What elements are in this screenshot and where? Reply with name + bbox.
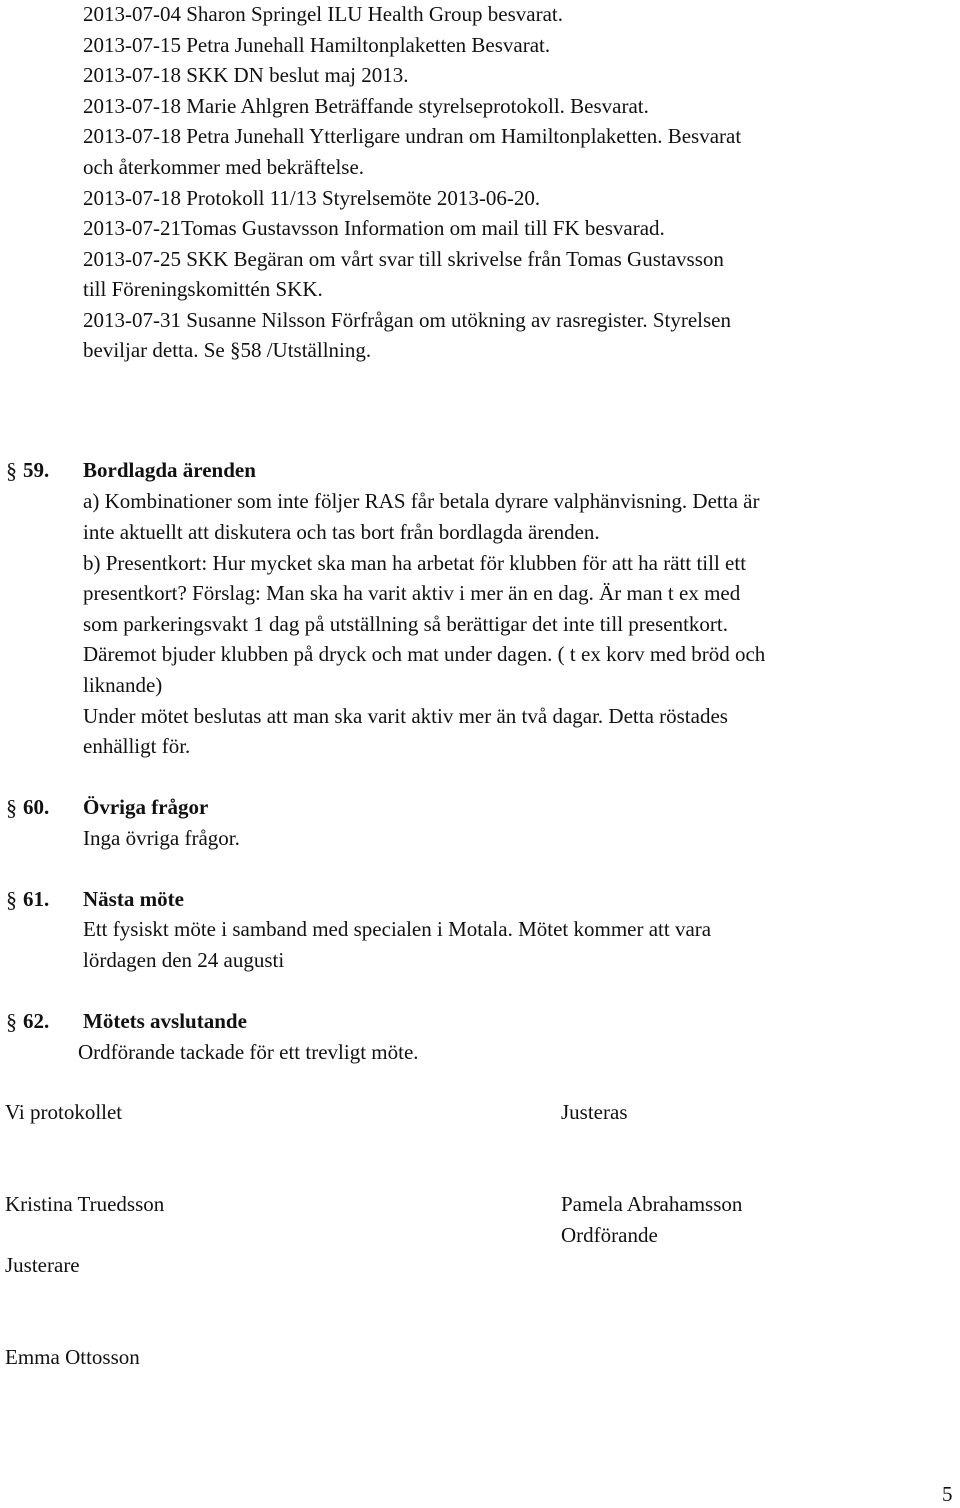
- signature-heading-left: Vi protokollet: [5, 1100, 123, 1124]
- section-title: Nästa möte: [83, 887, 184, 911]
- section-text-line: Ordförande tackade för ett trevligt möte.: [78, 1040, 419, 1064]
- section-number: 62.: [23, 1009, 50, 1033]
- section-text-line: a) Kombinationer som inte följer RAS får betala dyrare valphänvisning. Detta är: [83, 489, 760, 513]
- correspondence-line: 2013-07-15 Petra Junehall Hamiltonplaketten Besvarat.: [83, 33, 551, 57]
- signatory-name: Kristina Truedsson: [5, 1192, 165, 1216]
- section-text-line: presentkort? Förslag: Man ska ha varit aktiv i mer än en dag. Är man t ex med: [83, 581, 741, 605]
- correspondence-line: beviljar detta. Se §58 /Utställning.: [83, 338, 372, 362]
- section-number: 61.: [23, 887, 50, 911]
- section-title: Mötets avslutande: [83, 1009, 247, 1033]
- page-number: 5: [942, 1482, 953, 1506]
- section-number: 59.: [23, 458, 50, 482]
- signatory-name: Emma Ottosson: [5, 1345, 140, 1369]
- signatory-role: Ordförande: [561, 1223, 658, 1247]
- correspondence-line: 2013-07-18 Protokoll 11/13 Styrelsemöte 2013-06-20.: [83, 186, 541, 210]
- section-text-line: som parkeringsvakt 1 dag på utställning så berättigar det inte till presentkort.: [83, 612, 729, 636]
- section-text-line: b) Presentkort: Hur mycket ska man ha arbetat för klubben för att ha rätt till ett: [83, 551, 747, 575]
- correspondence-line: och återkommer med bekräftelse.: [83, 155, 365, 179]
- correspondence-line: 2013-07-18 Marie Ahlgren Beträffande styrelseprotokoll. Besvarat.: [83, 94, 649, 118]
- correspondence-line: 2013-07-18 Petra Junehall Ytterligare undran om Hamiltonplaketten. Besvarat: [83, 124, 742, 148]
- correspondence-line: till Föreningskomittén SKK.: [83, 277, 323, 301]
- section-text-line: Under mötet beslutas att man ska varit aktiv mer än två dagar. Detta röstades: [83, 704, 728, 728]
- section-number: 60.: [23, 795, 50, 819]
- signatory-role: Justerare: [5, 1253, 80, 1277]
- correspondence-line: 2013-07-25 SKK Begäran om vårt svar till skrivelse från Tomas Gustavsson: [83, 247, 724, 271]
- section-text-line: Däremot bjuder klubben på dryck och mat under dagen. ( t ex korv med bröd och: [83, 642, 766, 666]
- section-title: Bordlagda ärenden: [83, 458, 256, 482]
- section-text-line: Ett fysiskt möte i samband med specialen i Motala. Mötet kommer att vara: [83, 917, 712, 941]
- section-symbol: §: [6, 458, 17, 483]
- correspondence-line: 2013-07-21Tomas Gustavsson Information om mail till FK besvarad.: [83, 216, 665, 240]
- section-text-line: lördagen den 24 augusti: [83, 948, 285, 972]
- section-text-line: enhälligt för.: [83, 734, 191, 758]
- section-symbol: §: [6, 1009, 17, 1034]
- section-text-line: liknande): [83, 673, 163, 697]
- signatory-name: Pamela Abrahamsson: [561, 1192, 743, 1216]
- correspondence-line: 2013-07-04 Sharon Springel ILU Health Group besvarat.: [83, 2, 563, 26]
- section-title: Övriga frågor: [83, 795, 209, 819]
- section-symbol: §: [6, 887, 17, 912]
- section-text-line: inte aktuellt att diskutera och tas bort från bordlagda ärenden.: [83, 520, 600, 544]
- correspondence-line: 2013-07-31 Susanne Nilsson Förfrågan om utökning av rasregister. Styrelsen: [83, 308, 731, 332]
- section-symbol: §: [6, 795, 17, 820]
- signature-heading-right: Justeras: [561, 1100, 628, 1124]
- correspondence-line: 2013-07-18 SKK DN beslut maj 2013.: [83, 63, 409, 87]
- section-text-line: Inga övriga frågor.: [83, 826, 240, 850]
